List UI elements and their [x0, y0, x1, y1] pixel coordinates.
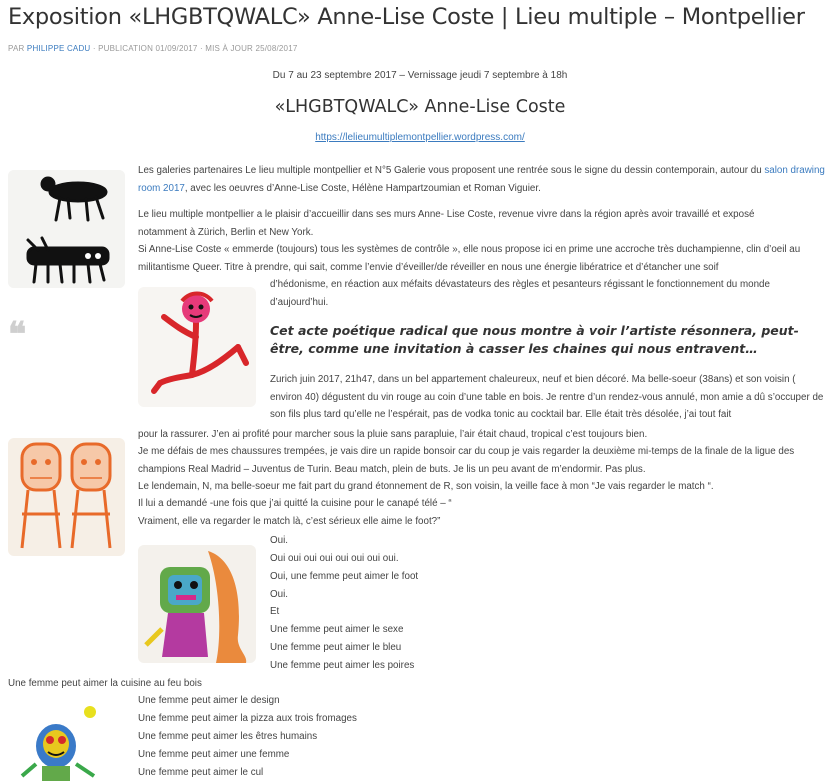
- line-demande: Il lui a demandé -une fois que j’ai quitté la cuisine pour le canapé télé – “: [138, 498, 452, 509]
- artwork-image-colorful-character: [138, 545, 256, 663]
- paragraph-rassurer: pour la rassurer. J’en ai profité pour marcher sous la pluie sans parapluie, l’air était chaud, tropical c’est toujours bien.: [138, 429, 648, 440]
- pull-quote: Cet acte poétique radical que nous montre à voir l’artiste résonnera, peut-être, comme une invitation à casser les chaines qui nous entravent…: [270, 323, 799, 356]
- page-title: Exposition «LHGBTQWALC» Anne-Lise Coste | Lieu multiple – Montpellier: [8, 4, 805, 30]
- poem-line: Oui, une femme peut aimer le foot: [270, 571, 419, 582]
- poem-line: Oui.: [270, 535, 288, 546]
- author-link[interactable]: PHILIPPE CADU: [26, 44, 91, 53]
- poem-line: Et: [270, 606, 280, 617]
- intro-text-a: Les galeries partenaires Le lieu multiple montpellier et N°5 Galerie vous proposent une rentrée sous le signe du dessin contemporain, autour du: [138, 165, 765, 176]
- meta-dates: · PUBLICATION 01/09/2017 · MIS À JOUR 25/08/2017: [90, 44, 298, 53]
- intro-paragraph: [138, 162, 831, 197]
- line-vraiment: Vraiment, elle va regarder le match là, c’est sérieux elle aime le foot?”: [138, 516, 441, 527]
- poem-line: Une femme peut aimer le bleu: [270, 642, 402, 653]
- artwork-image-orange-faces: [8, 438, 125, 556]
- poem-line-cuisine: Une femme peut aimer la cuisine au feu bois: [8, 678, 202, 689]
- paragraph-match: Je me défais de mes chaussures trempées, je vais dire un rapide bonsoir car du coup je vais regarder la deuxième mi-temps de la finale de la ligue des champions Real Madrid – Juventus de Turin. Beau match, plein de buts. Je lis un peu avant de m’endormir. Pas plus.: [138, 446, 795, 475]
- salon-link[interactable]: salon drawing room 2017: [138, 165, 825, 194]
- poem-line: Oui.: [270, 589, 288, 600]
- exhibition-dates: Du 7 au 23 septembre 2017 – Vernissage jeudi 7 septembre à 18h: [272, 70, 568, 81]
- poem-line: Une femme peut aimer le cul: [138, 767, 264, 778]
- website-link[interactable]: https://lelieumultiplemontpellier.wordpress.com/: [315, 132, 525, 143]
- post-meta: [8, 44, 298, 53]
- paragraph-zurich: Zurich juin 2017, 21h47, dans un bel appartement chaleureux, neuf et bien décoré. Ma belle-soeur (38ans) et son voisin ( environ 40) dégustent du vin rouge au coin d’une table en bois. Je rentre d’un rendez-vous annulé, mon amie a dû s’occuper de son fils plus tard qu’elle ne l’espérait, pas de vodka tonic au cocktail bar. Elle était très désolée, j’ai tout fait: [270, 374, 824, 420]
- meta-by: PAR: [8, 44, 25, 53]
- quote-mark-icon: ❝: [8, 315, 27, 355]
- intro-text-b: , avec les oeuvres d’Anne-Lise Coste, Hélène Hampartzoumian et Roman Viguier.: [184, 182, 541, 194]
- poem-line: Une femme peut aimer une femme: [138, 749, 290, 760]
- line-lendemain: Le lendemain, N, ma belle-soeur me fait part du grand étonnement de R, son voisin, la veille face à mon “Je vais regarder le match “.: [138, 481, 714, 492]
- poem-line: Une femme peut aimer la pizza aux trois fromages: [138, 713, 357, 724]
- artwork-image-black-creatures: [8, 170, 125, 288]
- poem-line: Oui oui oui oui oui oui oui oui.: [270, 553, 399, 564]
- paragraph-hedonisme: d’hédonisme, en réaction aux méfaits dévastateurs des règles et pesanteurs régissant le fonctionnement du monde d’aujourd’hui.: [270, 279, 770, 308]
- artwork-image-bottom-creature: [8, 702, 125, 781]
- poem-line: Une femme peut aimer les êtres humains: [138, 731, 318, 742]
- poem-line: Une femme peut aimer le sexe: [270, 624, 404, 635]
- paragraph-lieu-multiple: Le lieu multiple montpellier a le plaisir d’accueillir dans ses murs Anne- Lise Coste, revenue vivre dans la région après avoir travaillé et exposé notamment à Zürich, Berlin et New York.: [138, 209, 755, 238]
- poem-line: Une femme peut aimer les poires: [270, 660, 415, 671]
- exhibition-title: «LHGBTQWALC» Anne-Lise Coste: [274, 97, 566, 117]
- poem-line: Une femme peut aimer le design: [138, 695, 280, 706]
- paragraph-coste-intro: Si Anne-Lise Coste « emmerde (toujours) tous les systèmes de contrôle », elle nous propose ici en prime une accroche très duchampienne, clin d’oeil au militantisme Queer. Titre à prendre, qui sait, comme l’envie d’éveiller/de réveiller en nous une énergie libératrice et d’étancher une soif: [138, 244, 801, 273]
- artwork-image-red-figure: [138, 287, 256, 407]
